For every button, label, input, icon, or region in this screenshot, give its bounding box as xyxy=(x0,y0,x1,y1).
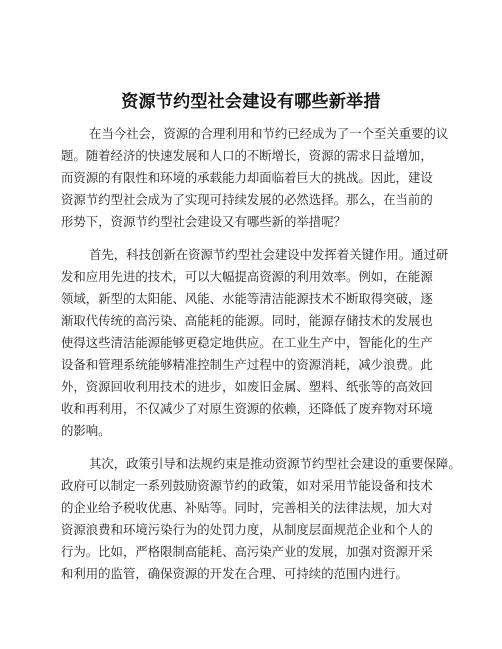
paragraph-3-line-3: 的企业给予税收优惠、补贴等。同时，完善相关的法律法规，加大对 xyxy=(61,500,433,515)
paragraph-2-line-7: 外，资源回收利用技术的进步，如废旧金属、塑料、纸张等的高效回 xyxy=(61,379,433,394)
paragraph-2-line-9: 的影响。 xyxy=(61,423,111,438)
paragraph-2-line-8: 收和再利用，不仅减少了对原生资源的依赖，还降低了废弃物对环境 xyxy=(61,401,433,416)
paragraph-3-line-4: 资源浪费和环境污染行为的处罚力度，从制度层面规范企业和个人的 xyxy=(61,522,433,537)
paragraph-1-line-1: 在当今社会，资源的合理利用和节约已经成为了一个至关重要的议 xyxy=(89,126,449,141)
document-title: 资源节约型社会建设有哪些新举措 xyxy=(121,92,381,112)
paragraph-1-line-2: 题。随着经济的快速发展和人口的不断增长，资源的需求日益增加， xyxy=(61,148,433,163)
paragraph-2-line-1: 首先，科技创新在资源节约型社会建设中发挥着关键作用。通过研 xyxy=(89,247,449,262)
paragraph-2-line-5: 使得这些清洁能源能够更稳定地供应。在工业生产中，智能化的生产 xyxy=(61,335,433,350)
paragraph-3-line-1: 其次，政策引导和法规约束是推动资源节约型社会建设的重要保障。 xyxy=(89,456,461,471)
paragraph-3-line-2: 政府可以制定一系列鼓励资源节约的政策，如对采用节能设备和技术 xyxy=(61,478,433,493)
paragraph-1-line-4: 资源节约型社会成为了实现可持续发展的必然选择。那么，在当前的 xyxy=(61,192,433,207)
paragraph-2-line-6: 设备和管理系统能够精准控制生产过程中的资源消耗，减少浪费。此 xyxy=(61,357,433,372)
paragraph-3-line-6: 和利用的监管，确保资源的开发在合理、可持续的范围内进行。 xyxy=(61,566,408,581)
paragraph-1-line-5: 形势下，资源节约型社会建设又有哪些新的举措呢？ xyxy=(61,214,346,229)
paragraph-2-line-4: 渐取代传统的高污染、高能耗的能源。同时，能源存储技术的发展也 xyxy=(61,313,433,328)
paragraph-3-line-5: 行为。比如，严格限制高能耗、高污染产业的发展，加强对资源开采 xyxy=(61,544,433,559)
paragraph-1-line-3: 而资源的有限性和环境的承载能力却面临着巨大的挑战。因此，建设 xyxy=(61,170,433,185)
paragraph-2-line-2: 发和应用先进的技术，可以大幅提高资源的利用效率。例如，在能源 xyxy=(61,269,433,284)
paragraph-2-line-3: 领域，新型的太阳能、风能、水能等清洁能源技术不断取得突破，逐 xyxy=(61,291,433,306)
